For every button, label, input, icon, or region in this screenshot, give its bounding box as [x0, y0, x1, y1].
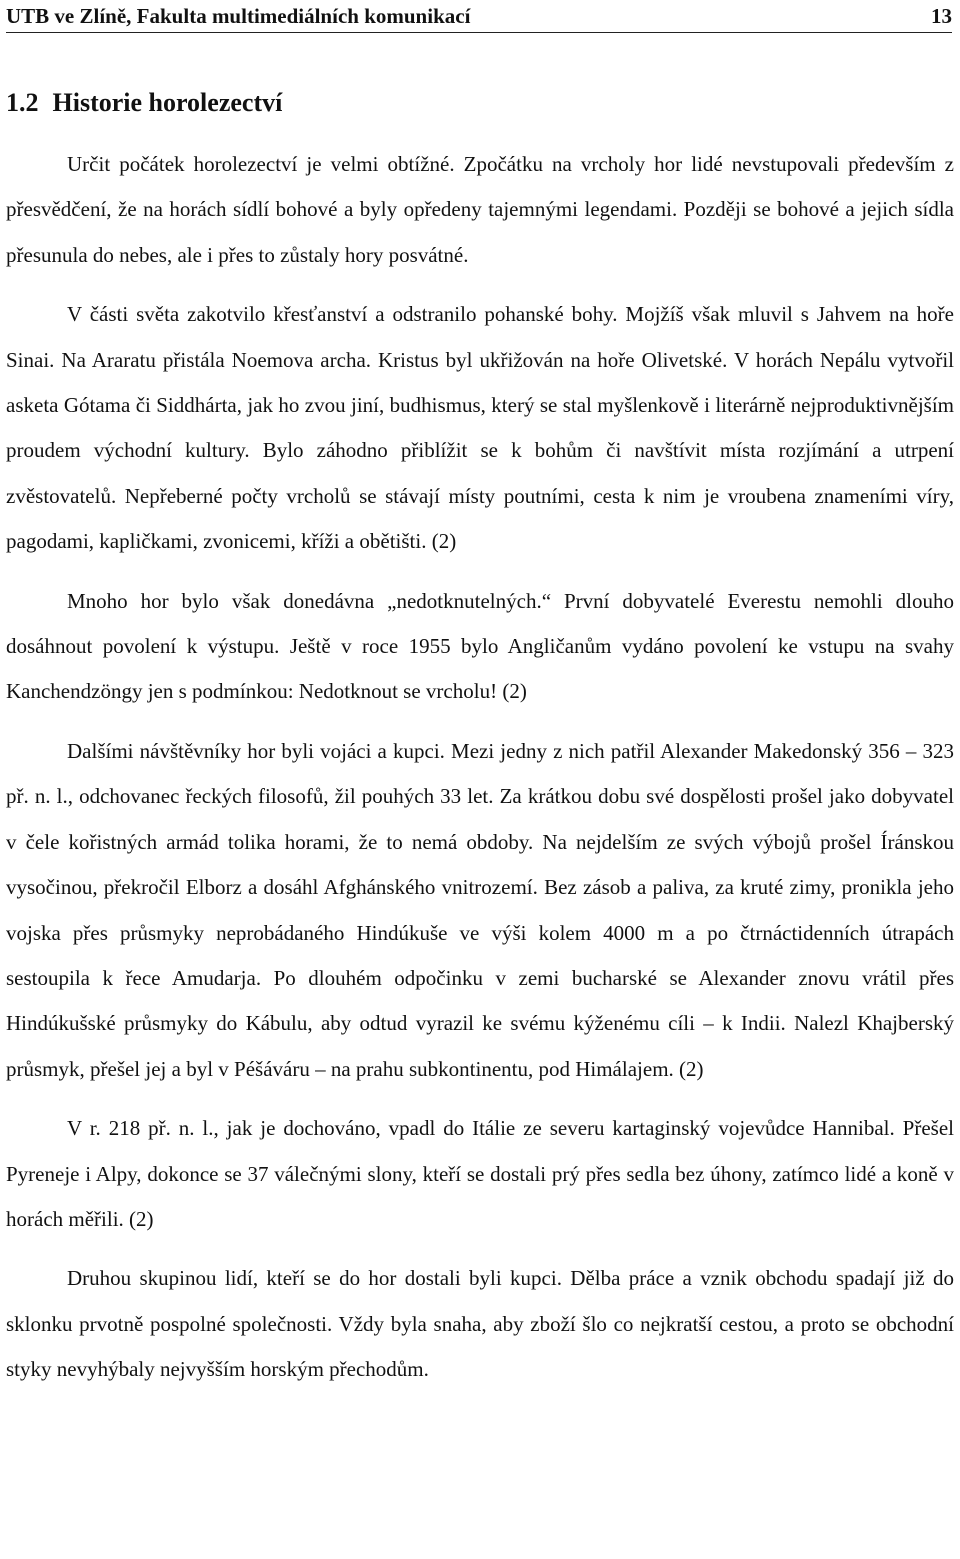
paragraph-alexander: Dalšími návštěvníky hor byli vojáci a kupci. Mezi jedny z nich patřil Alexander Makedonský 356 – 323 př. n. l., odchovanec řeckých filosofů, žil pouhých 33 let. Za krátkou dobu své dospělosti prošel jako dobyvatel v čele kořistných armád tolika horami, že to nemá obdoby. Na nejdelším ze svých výbojů prošel Íránskou vysočinou, překročil Elborz a dosáhl Afghánského vnitrozemí. Bez zásob a paliva, za kruté zimy, pronikla jeho vojska přes průsmyky neprobádaného Hindúkuše ve výši kolem 4000 m a po čtrnáctidenních útrapách sestoupila k řece Amudarja. Po dlouhém odpočinku v zemi bucharské se Alexander znovu vrátil přes Hindúkušské průsmyky do Kábulu, aby odtud vyrazil ke svému kýženému cíli – k Indii. Nalezl Khajberský průsmyk, přešel jej a byl v Péšáváru – na prahu subkontinentu, pod Himálajem. (2)	[6, 738, 954, 1081]
header-institution: UTB ve Zlíně, Fakulta multimediálních komunikací	[6, 4, 471, 28]
section-heading	[6, 83, 282, 123]
body-text	[6, 142, 954, 1393]
paragraph-untouchable-mountains: Mnoho hor bylo však donedávna „nedotknutelných.“ První dobyvatelé Everestu nemohli dlouho dosáhnout povolení k výstupu. Ještě v roce 1955 bylo Angličanům vydáno povolení ke vstupu na svahy Kanchendzöngy jen s podmínkou: Nedotknout se vrcholu! (2)	[6, 588, 954, 704]
paragraph-merchants: Druhou skupinou lidí, kteří se do hor dostali byli kupci. Dělba práce a vznik obchodu spadají již do sklonku prvotně pospolné společnosti. Vždy byla snaha, aby zboží šlo co nejkratší cestou, a proto se obchodní styky nevyhýbaly nejvyšším horským přechodům.	[6, 1266, 954, 1382]
page-number: 13	[931, 4, 952, 28]
paragraph-origins: Určit počátek horolezectví je velmi obtížné. Zpočátku na vrcholy hor lidé nevstupovali především z přesvědčení, že na horách sídlí bohové a byly opředeny tajemnými legendami. Později se bohové a jejich sídla přesunula do nebes, ale i přes to zůstaly hory posvátné.	[6, 152, 954, 267]
paragraph-hannibal: V r. 218 př. n. l., jak je dochováno, vpadl do Itálie ze severu kartaginský vojevůdce Hannibal. Přešel Pyreneje i Alpy, dokonce se 37 válečnými slony, kteří se dostali prý přes sedla bez úhony, zatímco lidé a koně v horách měřili. (2)	[6, 1116, 954, 1231]
section-title: Historie horolezectví	[52, 88, 283, 117]
section-number: 1.2	[6, 88, 39, 117]
running-header	[6, 2, 952, 33]
paragraph-religion: V části světa zakotvilo křesťanství a odstranilo pohanské bohy. Mojžíš však mluvil s Jahvem na hoře Sinai. Na Araratu přistála Noemova archa. Kristus byl ukřižován na hoře Olivetské. V horách Nepálu vytvořil asketa Gótama či Siddhárta, jak ho zvou jiní, budhismus, který se stal myšlenkově i literárně nejproduktivnějším proudem východní kultury. Bylo záhodno přiblížit se k bohům či navštívit místa rozjímání a utrpení zvěstovatelů. Nepřeberné počty vrcholů se stávají místy poutními, cesta k nim je vroubena znameními víry, pagodami, kapličkami, zvonicemi, kříži a obětišti. (2)	[6, 302, 954, 554]
